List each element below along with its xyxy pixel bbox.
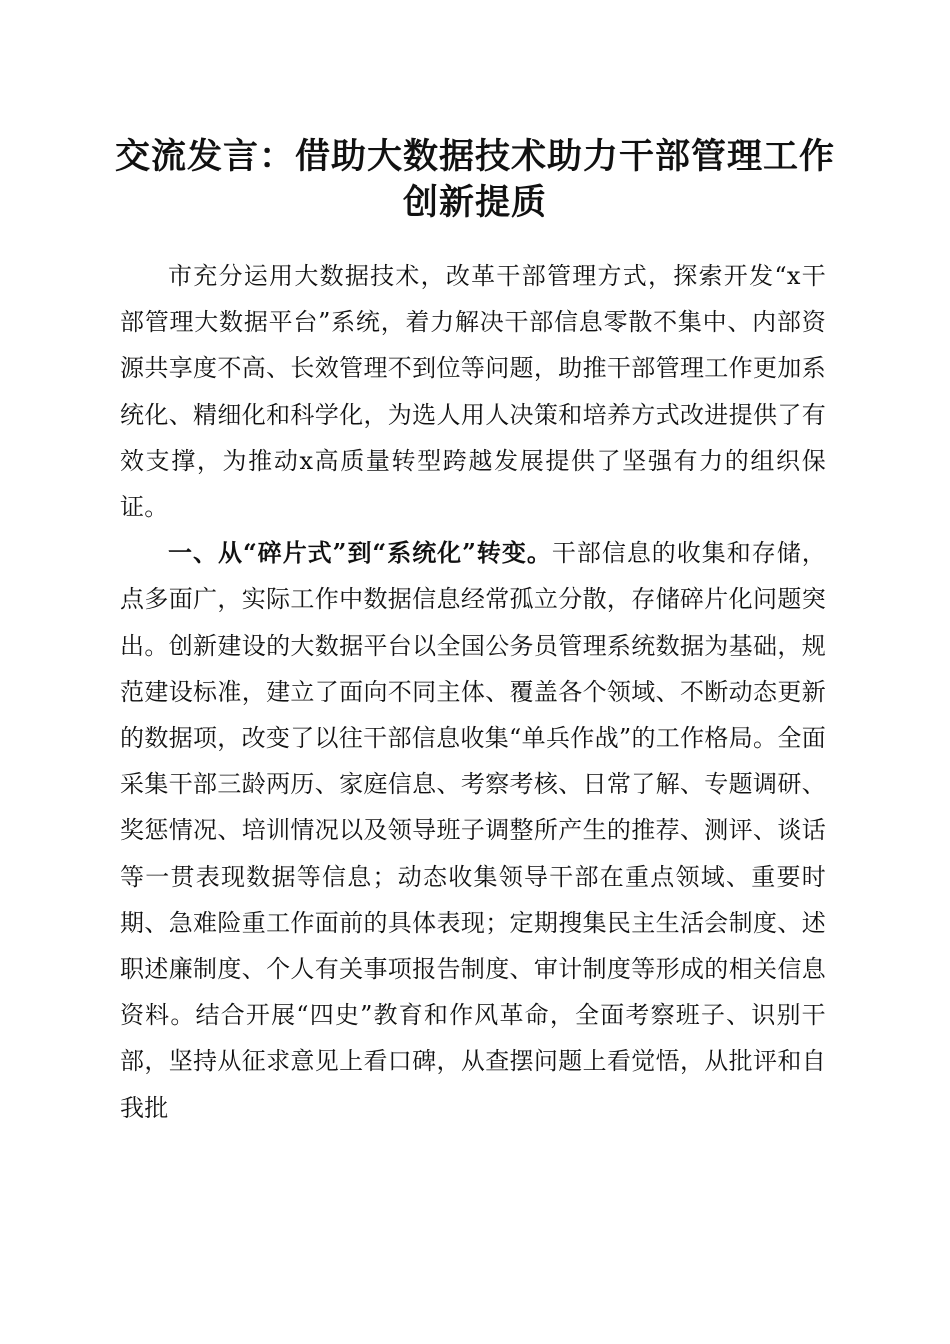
- section-1-paragraph: [120, 530, 826, 1131]
- document-body: [120, 253, 826, 1131]
- intro-paragraph: 市充分运用大数据技术，改革干部管理方式，探索开发“x干部管理大数据平台”系统，着力解决干部信息零散不集中、内部资源共享度不高、长效管理不到位等问题，助推干部管理工作更加系统化、精细化和科学化，为选人用人决策和培养方式改进提供了有效支撑，为推动x高质量转型跨越发展提供了坚强有力的组织保证。: [120, 262, 826, 522]
- title-line-1: 交流发言：借助大数据技术助力干部管理工作: [114, 136, 835, 177]
- section-1-heading: 一、从“碎片式”到“系统化”转变。: [168, 538, 552, 568]
- document-title: [100, 134, 850, 226]
- title-line-2: 创新提质: [402, 182, 547, 223]
- section-1-body: 干部信息的收集和存储，点多面广，实际工作中数据信息经常孤立分散，存储碎片化问题突出。创新建设的大数据平台以全国公务员管理系统数据为基础，规范建设标准，建立了面向不同主体、覆盖各个领域、不断动态更新的数据项，改变了以往干部信息收集“单兵作战”的工作格局。全面采集干部三龄两历、家庭信息、考察考核、日常了解、专题调研、奖惩情况、培训情况以及领导班子调整所产生的推荐、测评、谈话等一贯表现数据等信息；动态收集领导干部在重点领域、重要时期、急难险重工作面前的具体表现；定期搜集民主生活会制度、述职述廉制度、个人有关事项报告制度、审计制度等形成的相关信息资料。结合开展“四史”教育和作风革命，全面考察班子、识别干部，坚持从征求意见上看口碑，从查摆问题上看觉悟，从批评和自我批: [120, 539, 826, 1122]
